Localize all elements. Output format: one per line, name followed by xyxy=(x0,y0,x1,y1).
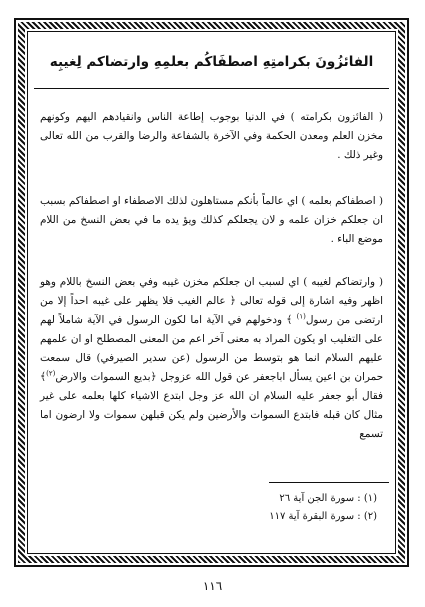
footnote-marker-2: (٢) xyxy=(46,369,56,378)
page-title: الفائزُونَ بكرامتِهِ اصطفَاكُم بعلمِهِ وارتضاكم لِغيبِه xyxy=(49,54,374,70)
footnote-2: (٢) : سورة البقرة آية ١١٧ xyxy=(269,511,377,522)
footnotes xyxy=(177,490,377,526)
paragraph-3-part-1: ( وارتضاكم لغيبه ) اي لسبب ان جعلكم مخزن غيبه وفي بعض النسخ باللام وهو اظهر وفيه اشارة إلى قوله تعالى ﴿ عالم الغيب فلا يظهر على غيبه احداً إلا من ارتضى من رسول xyxy=(40,276,383,327)
paragraph-3-part-3: ﴾ فقال أبو جعفر عليه السلام ان الله عز وجل ابتدع الاشياء كلها بعلمه على غير مثال كان قبله فابتدع السموات والأرضين ولم يكن قبلهن سموات ولا ارضون اما تسمع xyxy=(40,371,383,441)
footnote-divider xyxy=(269,482,389,483)
page-content xyxy=(34,40,389,548)
paragraph-3 xyxy=(40,273,383,444)
footnote-marker-1: (١) xyxy=(296,312,306,321)
title-divider xyxy=(34,88,389,89)
paragraph-3-part-2: ﴾ ودخولهم في الآية اما لكون الرسول في الآية شاملاً لهم على التغليب او يكون المراد به معنى آخر اعم من المعنى المصطلح او ان علمهم عليهم السلام انما هو بتوسط من الرسول (عن سدير الصيرفي) قال سمعت حمران بن اعين يسأل اباجعفر عن قول الله عزوجل ﴿بديع السموات والارض xyxy=(40,314,383,384)
paragraph-1: ( الفائزون بكرامته ) في الدنيا بوجوب إطاعة الناس وانقيادهم اليهم وكونهم مخزن العلم ومعدن الحكمة وفي الآخرة بالشفاعة والرضا والقرب من الله تعالى وغير ذلك . xyxy=(40,111,383,162)
page-number: ١١٦ xyxy=(202,579,223,593)
footnote-1: (١) : سورة الجن آية ٢٦ xyxy=(279,493,377,504)
paragraph-2: ( اصطفاكم بعلمه ) اي عالماً بأنكم مستاهلون لذلك الاصطفاء او اصطفاكم بسبب ان جعلكم خزان علمه و لان يجعلكم كذلك ويؤ يده ما في بعض النسخ من اللام موضع الباء . xyxy=(40,195,383,246)
